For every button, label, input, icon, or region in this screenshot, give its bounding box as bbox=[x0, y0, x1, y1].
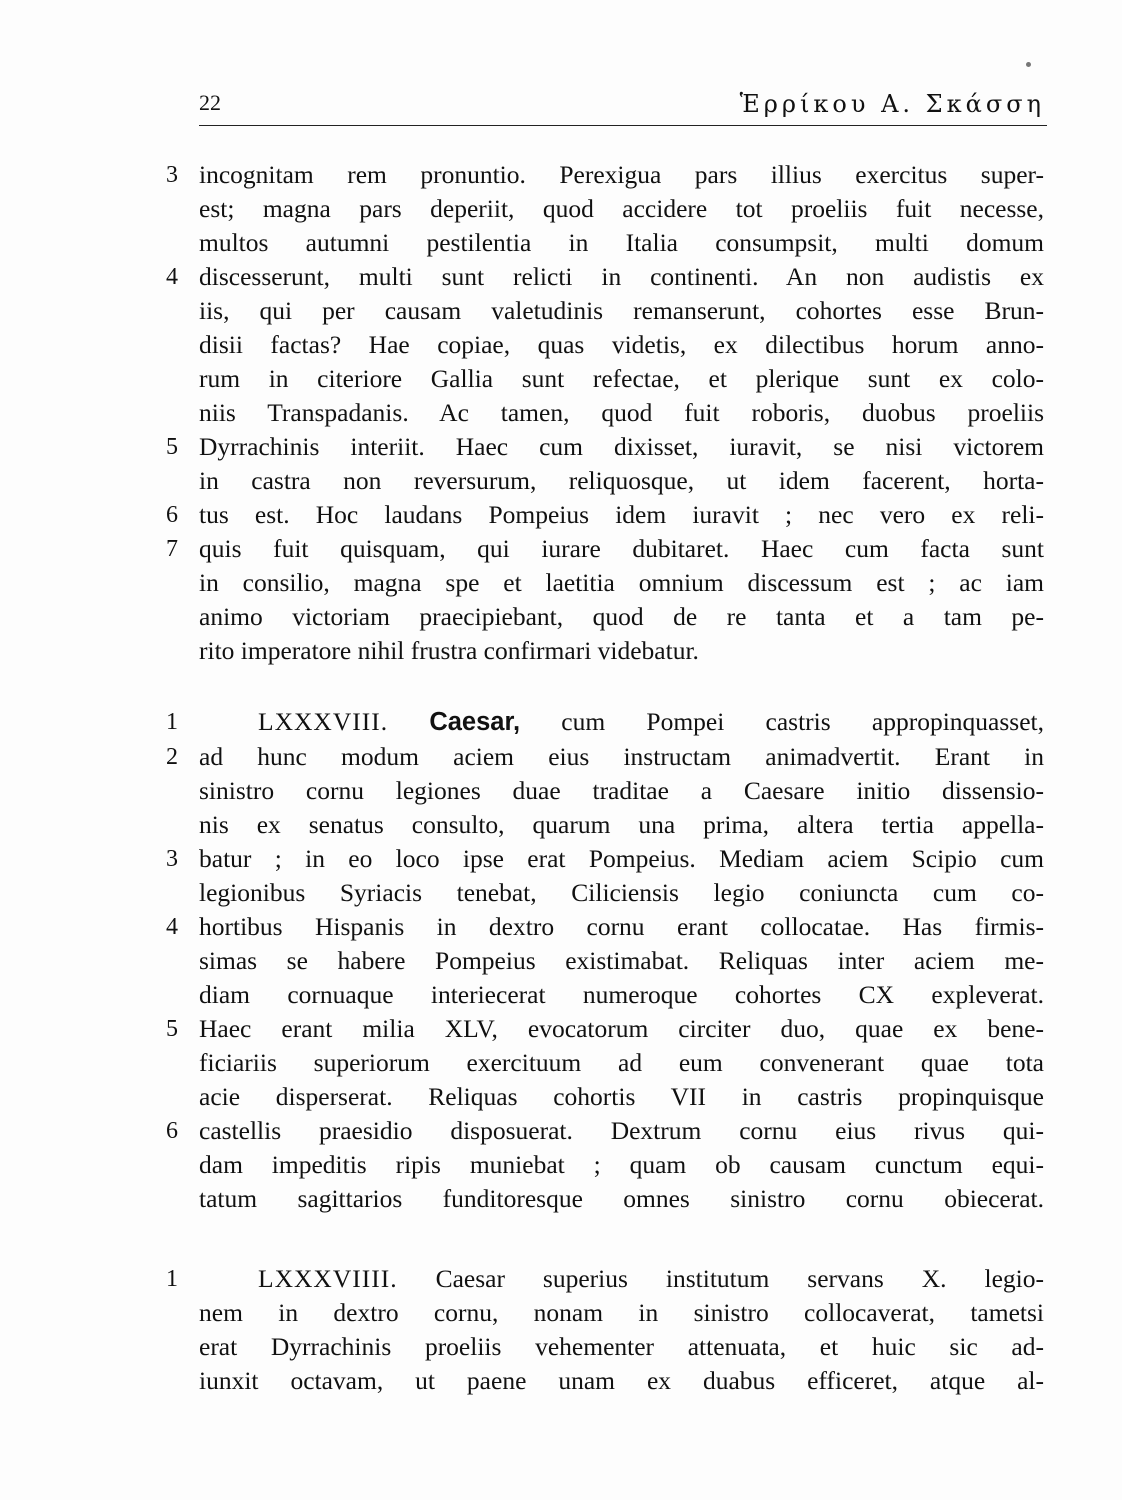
text-line: iis, qui per causam valetudinis remanserunt, cohortes esse Brun- bbox=[199, 296, 1044, 325]
text-line: nis ex senatus consulto, quarum una prima, altera tertia appella- bbox=[199, 810, 1044, 839]
text-line: multos autumni pestilentia in Italia consumpsit, multi domum bbox=[199, 228, 1044, 257]
text-line: rito imperatore nihil frustra confirmari videbatur. bbox=[199, 636, 699, 665]
chapter-opening-line bbox=[258, 705, 1044, 739]
text-line: quis fuit quisquam, qui iurare dubitaret. Haec cum facta sunt bbox=[199, 534, 1044, 563]
margin-number: 4 bbox=[166, 264, 178, 290]
text-line: erat Dyrrachinis proeliis vehementer attenuata, et huic sic ad- bbox=[199, 1332, 1044, 1361]
text-line: incognitam rem pronuntio. Perexigua pars illius exercitus super- bbox=[199, 160, 1044, 189]
text-line: in castra non reversurum, reliquosque, ut idem facerent, horta- bbox=[199, 466, 1044, 495]
text-line: tatum sagittarios funditoresque omnes sinistro cornu obiecerat. bbox=[199, 1184, 1044, 1213]
ink-speck bbox=[1026, 62, 1031, 67]
text-line: legionibus Syriacis tenebat, Ciliciensis legio coniuncta cum co- bbox=[199, 878, 1044, 907]
margin-number: 1 bbox=[166, 709, 178, 735]
text-line: ficiariis superiorum exercituum ad eum convenerant quae tota bbox=[199, 1048, 1044, 1077]
text-line: in consilio, magna spe et laetitia omnium discessum est ; ac iam bbox=[199, 568, 1044, 597]
text-line: est; magna pars deperiit, quod accidere tot proeliis fuit necesse, bbox=[199, 194, 1044, 223]
running-head: Ἑρρίκου Α. Σκάσση bbox=[739, 90, 1045, 118]
margin-number: 6 bbox=[166, 502, 178, 528]
margin-number: 5 bbox=[166, 1016, 178, 1042]
text-line: dam impeditis ripis muniebat ; quam ob causam cunctum equi- bbox=[199, 1150, 1044, 1179]
bold-word: Caesar, bbox=[429, 708, 521, 736]
text-line: sinistro cornu legiones duae traditae a Caesare initio dissensio- bbox=[199, 776, 1044, 805]
text-line: disii factas? Hae copiae, quas videtis, ex dilectibus horum anno- bbox=[199, 330, 1044, 359]
margin-number: 3 bbox=[166, 162, 178, 188]
text-line: discesserunt, multi sunt relicti in continenti. An non audistis ex bbox=[199, 262, 1044, 291]
chapter-number: LXXXVIII. bbox=[258, 707, 389, 736]
text-fragment: cum Pompei castris appropinquasset, bbox=[561, 707, 1044, 736]
margin-number: 6 bbox=[166, 1118, 178, 1144]
text-line: batur ; in eo loco ipse erat Pompeius. Mediam aciem Scipio cum bbox=[199, 844, 1044, 873]
margin-number: 3 bbox=[166, 846, 178, 872]
text-line: simas se habere Pompeius existimabat. Reliquas inter aciem me- bbox=[199, 946, 1044, 975]
margin-number: 4 bbox=[166, 914, 178, 940]
margin-number: 7 bbox=[166, 536, 178, 562]
text-line: hortibus Hispanis in dextro cornu erant collocatae. Has firmis- bbox=[199, 912, 1044, 941]
text-line: ad hunc modum aciem eius instructam animadvertit. Erant in bbox=[199, 742, 1044, 771]
text-line: rum in citeriore Gallia sunt refectae, et plerique sunt ex colo- bbox=[199, 364, 1044, 393]
text-line: iunxit octavam, ut paene unam ex duabus efficeret, atque al- bbox=[199, 1366, 1044, 1395]
text-line: nem in dextro cornu, nonam in sinistro collocaverat, tametsi bbox=[199, 1298, 1044, 1327]
text-line: Haec erant milia XLV, evocatorum circiter duo, quae ex bene- bbox=[199, 1014, 1044, 1043]
chapter-number: LXXXVIIII. bbox=[258, 1264, 398, 1293]
margin-number: 1 bbox=[166, 1266, 178, 1292]
text-line: Dyrrachinis interiit. Haec cum dixisset, iuravit, se nisi victorem bbox=[199, 432, 1044, 461]
text-fragment: Caesar superius institutum servans X. legio- bbox=[435, 1264, 1044, 1293]
chapter-opening-line bbox=[258, 1262, 1044, 1296]
page-number: 22 bbox=[199, 90, 221, 115]
header-rule bbox=[199, 125, 1047, 126]
text-line: tus est. Hoc laudans Pompeius idem iuravit ; nec vero ex reli- bbox=[199, 500, 1044, 529]
margin-number: 5 bbox=[166, 434, 178, 460]
text-line: animo victoriam praecipiebant, quod de re tanta et a tam pe- bbox=[199, 602, 1044, 631]
text-line: diam cornuaque interiecerat numeroque cohortes CX expleverat. bbox=[199, 980, 1044, 1009]
text-line: acie disperserat. Reliquas cohortis VII in castris propinquisque bbox=[199, 1082, 1044, 1111]
margin-number: 2 bbox=[166, 744, 178, 770]
text-line: niis Transpadanis. Ac tamen, quod fuit roboris, duobus proeliis bbox=[199, 398, 1044, 427]
text-line: castellis praesidio disposuerat. Dextrum cornu eius rivus qui- bbox=[199, 1116, 1044, 1145]
page-header bbox=[199, 90, 1045, 126]
